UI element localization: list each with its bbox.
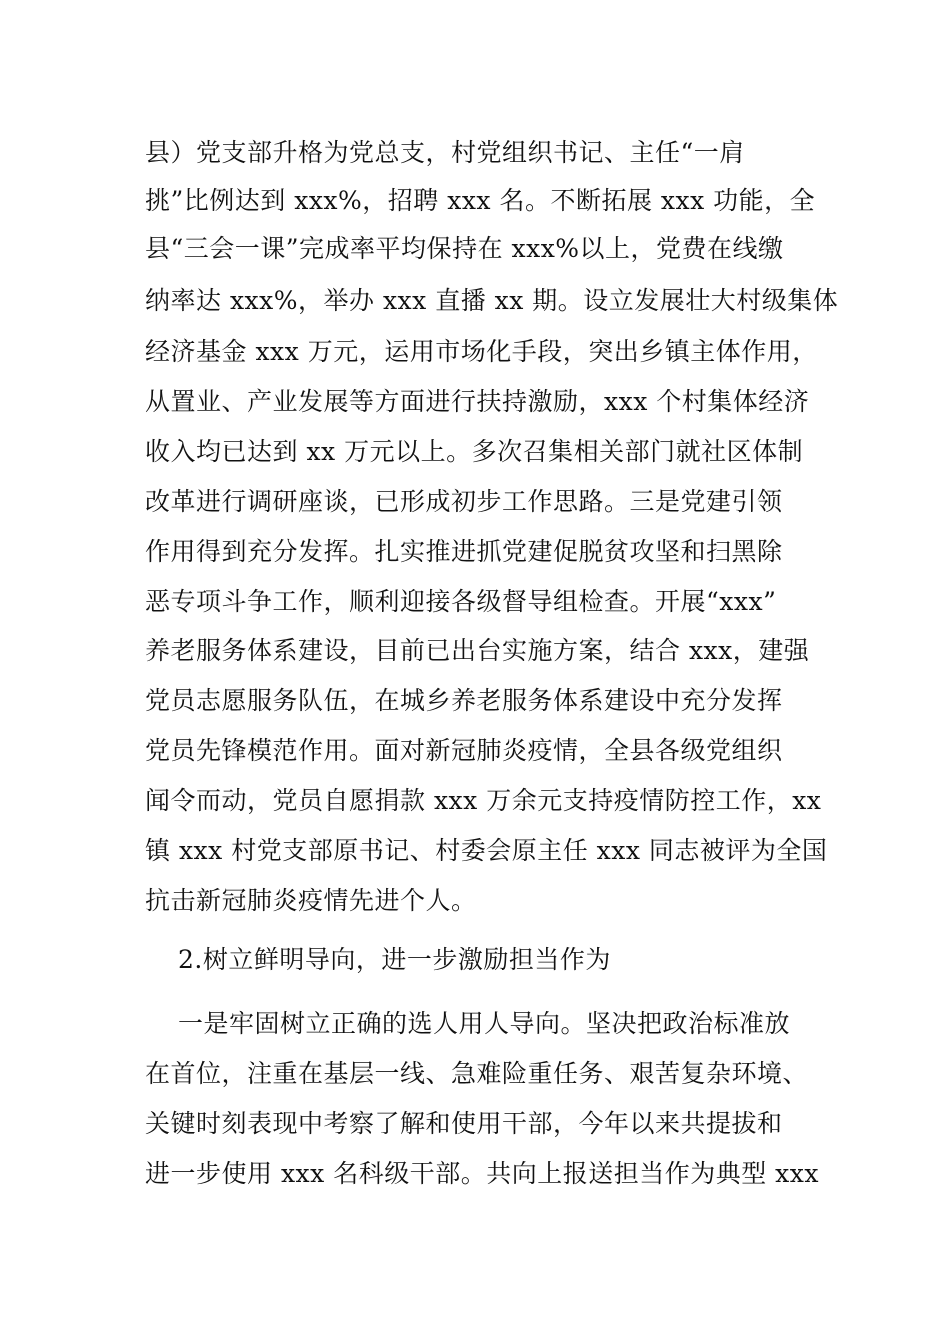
text-line: 在首位，注重在基层一线、急难险重任务、艰苦复杂环境、 bbox=[145, 1059, 809, 1088]
text-line: 抗击新冠肺炎疫情先进个人。 bbox=[145, 886, 477, 915]
text-line: 作用得到充分发挥。扎实推进抓党建促脱贫攻坚和扫黑除 bbox=[145, 537, 783, 566]
section-heading: 2.树立鲜明导向，进一步激励担当作为 bbox=[178, 945, 611, 974]
text-line: 纳率达 xxx%，举办 xxx 直播 xx 期。设立发展壮大村级集体 bbox=[145, 286, 839, 315]
text-line: 一是牢固树立正确的选人用人导向。坚决把政治标准放 bbox=[178, 1009, 791, 1038]
text-line: 党员先锋模范作用。面对新冠肺炎疫情，全县各级党组织 bbox=[145, 736, 783, 765]
text-line: 改革进行调研座谈，已形成初步工作思路。三是党建引领 bbox=[145, 487, 783, 516]
text-line: 党员志愿服务队伍，在城乡养老服务体系建设中充分发挥 bbox=[145, 686, 783, 715]
text-line: 养老服务体系建设，目前已出台实施方案，结合 xxx，建强 bbox=[145, 636, 810, 665]
text-line: 挑”比例达到 xxx%，招聘 xxx 名。不断拓展 xxx 功能，全 bbox=[145, 186, 816, 215]
text-line: 县）党支部升格为党总支，村党组织书记、主任“一肩 bbox=[145, 138, 745, 167]
text-line: 县“三会一课”完成率平均保持在 xxx%以上，党费在线缴 bbox=[145, 234, 784, 263]
text-line: 恶专项斗争工作，顺利迎接各级督导组检查。开展“xxx” bbox=[145, 587, 777, 616]
text-line: 镇 xxx 村党支部原书记、村委会原主任 xxx 同志被评为全国 bbox=[145, 836, 828, 865]
text-line: 关键时刻表现中考察了解和使用干部，今年以来共提拔和 bbox=[145, 1109, 783, 1138]
text-line: 从置业、产业发展等方面进行扶持激励，xxx 个村集体经济 bbox=[145, 387, 810, 416]
text-line: 收入均已达到 xx 万元以上。多次召集相关部门就社区体制 bbox=[145, 437, 804, 466]
text-line: 闻令而动，党员自愿捐款 xxx 万余元支持疫情防控工作，xx bbox=[145, 786, 822, 815]
text-line: 经济基金 xxx 万元，运用市场化手段，突出乡镇主体作用， bbox=[145, 337, 818, 366]
text-line: 进一步使用 xxx 名科级干部。共向上报送担当作为典型 xxx bbox=[145, 1159, 819, 1188]
